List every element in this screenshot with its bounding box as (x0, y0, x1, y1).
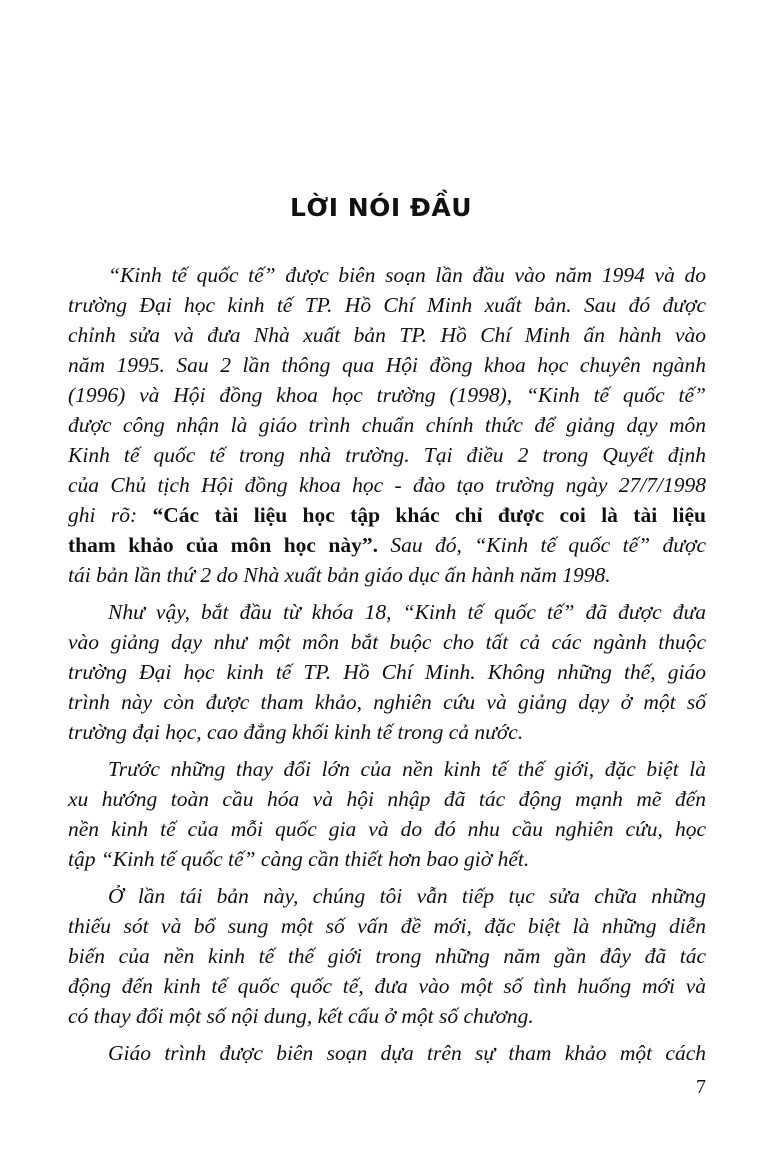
text-line: Như vậy, bắt đầu từ khóa 18, “Kinh tế quốc tế” đã được đưa (108, 600, 706, 624)
text-line: thiếu sót và bổ sung một số vấn đề mới, đặc biệt là những diễn (68, 914, 706, 938)
text-line: Trước những thay đổi lớn của nền kinh tế thế giới, đặc biệt là (108, 757, 706, 781)
text-line: động đến kinh tế quốc quốc tế, đưa vào một số tình huống mới và (68, 974, 706, 998)
text-line: được công nhận là giáo trình chuẩn chính thức để giảng dạy môn (68, 413, 706, 437)
text-line: biến của nền kinh tế thế giới trong những năm gần đây đã tác (68, 944, 706, 968)
text-line: chỉnh sửa và đưa Nhà xuất bản TP. Hồ Chí Minh ấn hành vào (68, 323, 706, 347)
text-line: vào giảng dạy như một môn bắt buộc cho tất cả các ngành thuộc (68, 630, 706, 654)
text-line: tập “Kinh tế quốc tế” càng cần thiết hơn bao giờ hết. (68, 847, 530, 871)
text-line: trường Đại học kinh tế TP. Hồ Chí Minh xuất bản. Sau đó được (68, 293, 706, 317)
text-line: của Chủ tịch Hội đồng khoa học - đào tạo trường ngày 27/7/1998 (68, 473, 706, 497)
text-line: tái bản lần thứ 2 do Nhà xuất bản giáo dục ấn hành năm 1998. (68, 563, 611, 587)
text-line: trình này còn được tham khảo, nghiên cứu và giảng dạy ở một số (68, 690, 706, 714)
text-line (68, 500, 706, 530)
bold-quote: tham khảo của môn học này”. (68, 533, 378, 557)
text-line: năm 1995. Sau 2 lần thông qua Hội đồng khoa học chuyên ngành (68, 353, 706, 377)
text-line: “Kinh tế quốc tế” được biên soạn lần đầu vào năm 1994 và do (108, 263, 706, 287)
text-line: Ở lần tái bản này, chúng tôi vẫn tiếp tục sửa chữa những (108, 884, 706, 908)
text-line: Kinh tế quốc tế trong nhà trường. Tại điều 2 trong Quyết định (68, 443, 706, 467)
text-line: (1996) và Hội đồng khoa học trường (1998), “Kinh tế quốc tế” (68, 383, 706, 407)
text-run: ghi rõ: (68, 503, 153, 527)
text-line: nền kinh tế của mỗi quốc gia và do đó nhu cầu nghiên cứu, học (68, 817, 706, 841)
text-run: Sau đó, “Kinh tế quốc tế” được (377, 533, 707, 557)
bold-quote: “Các tài liệu học tập khác chỉ được coi là tài liệu (152, 503, 707, 527)
text-line: trường Đại học kinh tế TP. Hồ Chí Minh. Không những thế, giáo (68, 660, 706, 684)
text-line: Giáo trình được biên soạn dựa trên sự tham khảo một cách (108, 1041, 706, 1065)
text-line: trường đại học, cao đẳng khối kinh tế trong cả nước. (68, 720, 524, 744)
page-title: LỜI NÓI ĐẦU (289, 193, 473, 222)
page-number: 7 (696, 1076, 706, 1098)
text-line: có thay đổi một số nội dung, kết cấu ở một số chương. (68, 1004, 534, 1028)
text-line (68, 530, 706, 560)
text-line: xu hướng toàn cầu hóa và hội nhập đã tác động mạnh mẽ đến (68, 787, 706, 811)
